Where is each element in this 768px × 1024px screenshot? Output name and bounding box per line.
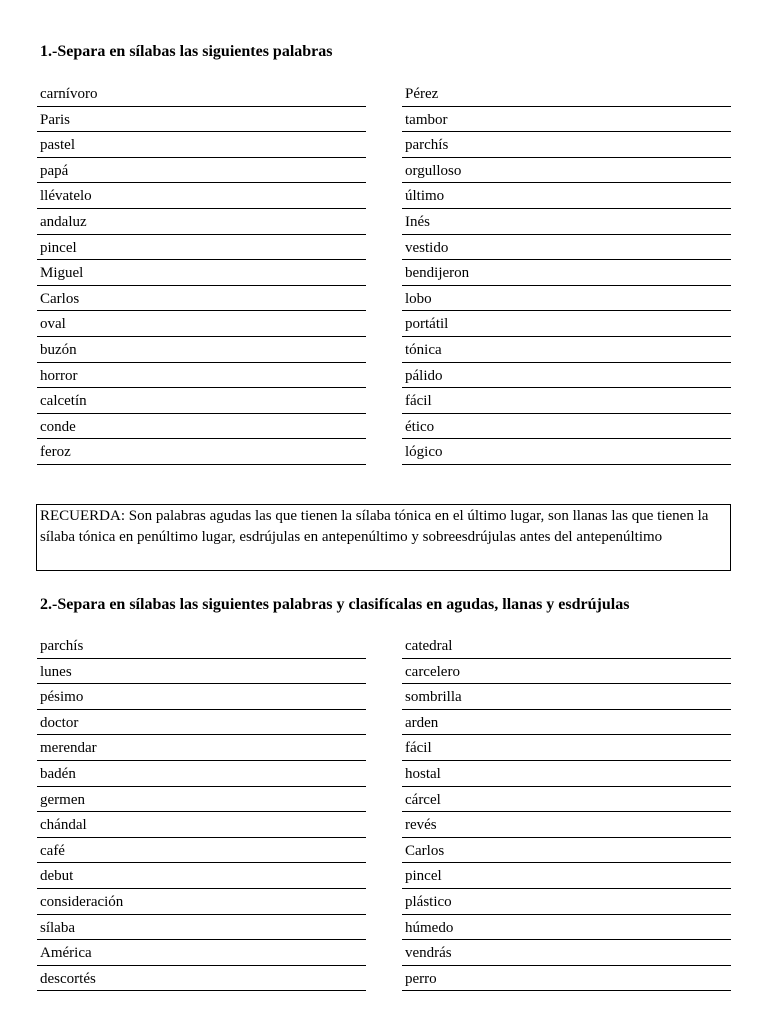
exercise-2-title: 2.-Separa en sílabas las siguientes palabras y clasifícalas en agudas, llanas y esdrújulas [40, 596, 630, 613]
word-line: catedral [402, 634, 731, 659]
word-line: Inés [402, 210, 731, 235]
word-line: arden [402, 711, 731, 736]
word-line: húmedo [402, 916, 731, 941]
word-line: Paris [37, 108, 366, 133]
word-line: germen [37, 788, 366, 813]
word-line: fácil [402, 736, 731, 761]
word-line: pincel [402, 864, 731, 889]
word-line: oval [37, 312, 366, 337]
word-line: lunes [37, 660, 366, 685]
word-line: merendar [37, 736, 366, 761]
word-line: carcelero [402, 660, 731, 685]
word-line: parchís [402, 133, 731, 158]
word-line: badén [37, 762, 366, 787]
word-line: descortés [37, 967, 366, 992]
word-line: portátil [402, 312, 731, 337]
word-line: fácil [402, 389, 731, 414]
word-line: papá [37, 159, 366, 184]
word-line: hostal [402, 762, 731, 787]
word-line: perro [402, 967, 731, 992]
word-line: tónica [402, 338, 731, 363]
word-line: lobo [402, 287, 731, 312]
word-line: carnívoro [37, 82, 366, 107]
word-line: cárcel [402, 788, 731, 813]
exercise-2-left-column [37, 634, 366, 992]
word-line: plástico [402, 890, 731, 915]
word-line: Carlos [402, 839, 731, 864]
word-line: andaluz [37, 210, 366, 235]
word-line: tambor [402, 108, 731, 133]
exercise-1-left-column [37, 82, 366, 466]
word-line: sombrilla [402, 685, 731, 710]
word-line: Miguel [37, 261, 366, 286]
word-line: Pérez [402, 82, 731, 107]
word-line: horror [37, 364, 366, 389]
word-line: doctor [37, 711, 366, 736]
exercise-2-right-column [402, 634, 731, 992]
word-line: debut [37, 864, 366, 889]
word-line: consideración [37, 890, 366, 915]
exercise-1-right-column [402, 82, 731, 466]
word-line: América [37, 941, 366, 966]
word-line: buzón [37, 338, 366, 363]
word-line: calcetín [37, 389, 366, 414]
word-line: Carlos [37, 287, 366, 312]
word-line: sílaba [37, 916, 366, 941]
word-line: ético [402, 415, 731, 440]
word-line: último [402, 184, 731, 209]
word-line: bendijeron [402, 261, 731, 286]
word-line: vestido [402, 236, 731, 261]
word-line: revés [402, 813, 731, 838]
word-line: vendrás [402, 941, 731, 966]
word-line: chándal [37, 813, 366, 838]
word-line: llévatelo [37, 184, 366, 209]
word-line: café [37, 839, 366, 864]
word-line: pésimo [37, 685, 366, 710]
remember-note-text: RECUERDA: Son palabras agudas las que tienen la sílaba tónica en el último lugar, son llanas las que tienen la sílaba tónica en penúltimo lugar, esdrújulas en antepenúltimo y sobreesdrújulas antes del antepenúltimo [40, 508, 709, 545]
word-line: pastel [37, 133, 366, 158]
word-line: feroz [37, 440, 366, 465]
exercise-1-title: 1.-Separa en sílabas las siguientes palabras [40, 43, 333, 60]
remember-note-box [36, 504, 731, 571]
word-line: parchís [37, 634, 366, 659]
word-line: pálido [402, 364, 731, 389]
word-line: conde [37, 415, 366, 440]
word-line: lógico [402, 440, 731, 465]
word-line: orgulloso [402, 159, 731, 184]
word-line: pincel [37, 236, 366, 261]
